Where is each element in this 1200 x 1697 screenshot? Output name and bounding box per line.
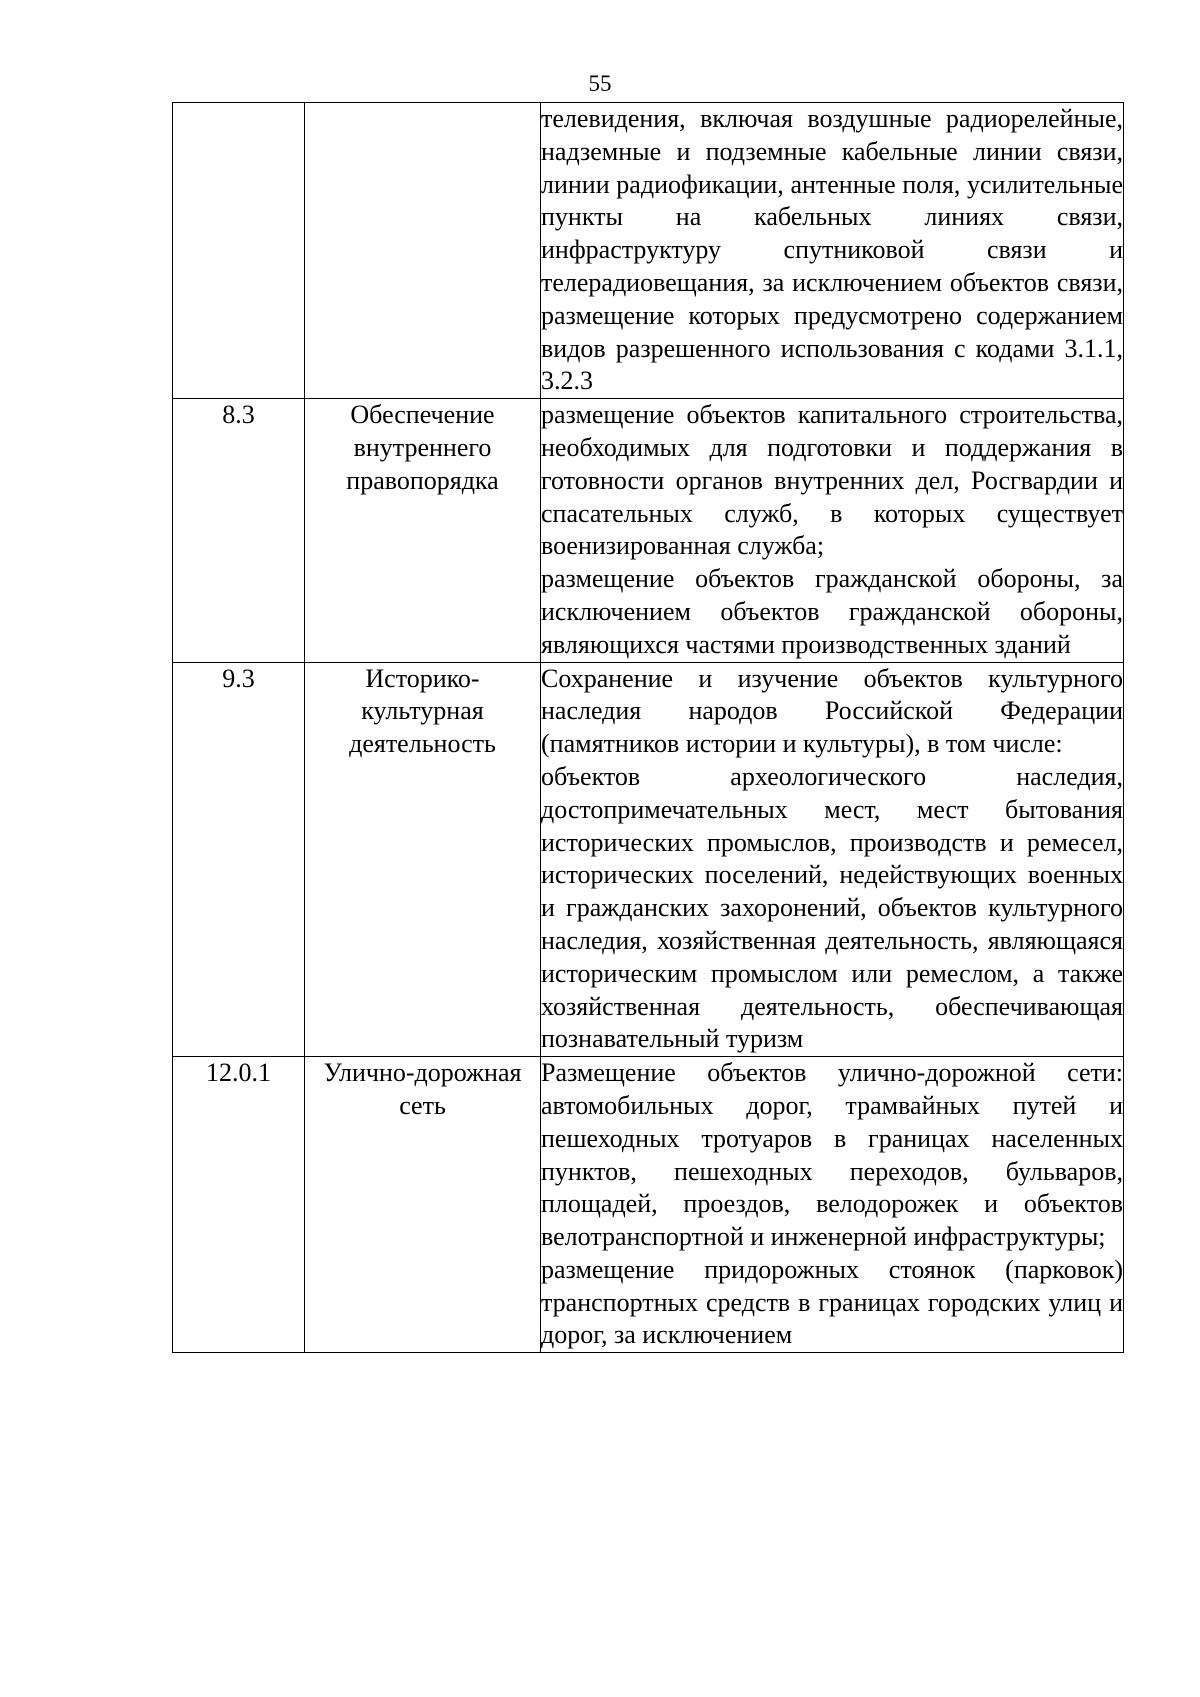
page-number: 55	[588, 71, 612, 96]
description-cell	[541, 103, 1124, 399]
name-cell: Историко-культурная деятельность	[305, 662, 541, 1057]
description-paragraph: размещение придорожных стоянок (парковок) транспортных средств в границах городских улиц и дорог, за исключением	[541, 1254, 1123, 1350]
name-cell: Обеспечение внутреннего правопорядка	[305, 399, 541, 662]
code-cell: 12.0.1	[173, 1057, 305, 1353]
table-row	[173, 1057, 1124, 1353]
description-paragraph: телевидения, включая воздушные радиорелейные, надземные и подземные кабельные линии связи, линии радиофикации, антенные поля, усилительные пункты на кабельных линиях связи, инфраструктуру спутниковой связи и телерадиовещания, за исключением объектов связи, размещение которых предусмотрено содержанием видов разрешенного использования с кодами 3.1.1, 3.2.3	[541, 104, 1123, 396]
description-cell	[541, 399, 1124, 662]
table-row	[173, 103, 1124, 399]
description-paragraph: Сохранение и изучение объектов культурного наследия народов Российской Федерации (памятников истории и культуры), в том числе:	[541, 663, 1123, 759]
code-cell	[173, 103, 305, 399]
name-cell: Улично-дорожная сеть	[305, 1057, 541, 1353]
table-row	[173, 399, 1124, 662]
land-use-table	[172, 102, 1124, 1353]
code-cell: 9.3	[173, 662, 305, 1057]
description-paragraph: Размещение объектов улично-дорожной сети: автомобильных дорог, трамвайных путей и пешеходных тротуаров в границах населенных пунктов, пешеходных переходов, бульваров, площадей, проездов, велодорожек и объектов велотранспортной и инженерной инфраструктуры;	[541, 1058, 1123, 1252]
description-paragraph: размещение объектов гражданской обороны, за исключением объектов гражданской обороны, являющихся частями производственных зданий	[541, 564, 1123, 659]
code-cell: 8.3	[173, 399, 305, 662]
description-cell	[541, 1057, 1124, 1353]
table-row	[173, 662, 1124, 1057]
description-paragraph: размещение объектов капитального строительства, необходимых для подготовки и поддержания в готовности органов внутренних дел, Росгвардии и спасательных служб, в которых существует военизированная служба;	[541, 400, 1123, 561]
description-cell	[541, 662, 1124, 1057]
name-cell	[305, 103, 541, 399]
description-paragraph: объектов археологического наследия, достопримечательных мест, мест бытования исторических промыслов, производств и ремесел, исторических поселений, недействующих военных и гражданских захоронений, объектов культурного наследия, хозяйственная деятельность, являющаяся историческим промыслом или ремеслом, а также хозяйственная деятельность, обеспечивающая познавательный туризм	[541, 761, 1123, 1054]
